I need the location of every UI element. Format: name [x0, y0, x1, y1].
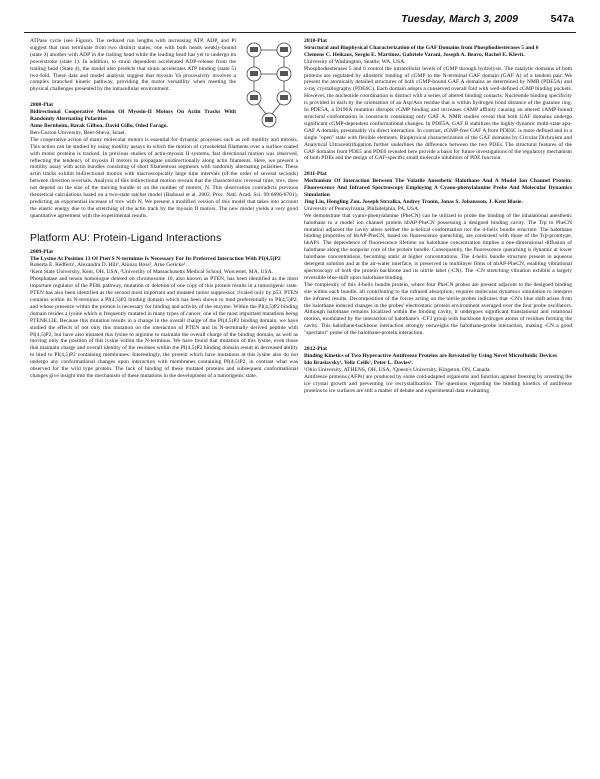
abstract-body: Antifreeze proteins (AFPs) are produced by some cold-adapted organisms and function against freezing by arresting the ice crystal growth and preventing ice recrystallization. The questions regarding the binding kinetics of antifreeze proteins to ice surfaces are still a matter of debate and experimental data evaluating — [304, 373, 572, 394]
abstract-body: We demonstrate that cyano-phenylalanine (PheCN) can be utilized to probe the binding of the inhalational anesthetic halothane to a model ion channel protein hbAP-PheCN possessing a designed binding cavity. The Trp to PheCN mutation adjacent the cavity alters neither the α-helical conformation nor the 4-helix bundle structure. The halothane binding properties of hbAP-PheCN, based on fluorescence quenching, are consistent with those of the Trp-prototype, hbAP1. The dependence of fluorescence lifetime on halothane concentration implies a one-dimensional diffusion of halothane along the nonpolar core of the protein bundle. Consequently, the fluorescence quenching is dynamic at lower halothane concentrations, becoming static at higher concentrations. The 4-helix bundle structure present in aqueous detergent solution and at the air-water interface, is preserved in multilayer films of hbAP-PheCN, enabling vibrational spectroscopy of both the protein backbone and its nitrile label (-CN). The -CN stretching vibration exhibits a largely reversible blue-shift upon halothane binding. — [304, 212, 572, 281]
abstract-affiliation: ¹Ohio University, ATHENS, OH, USA, ²Queen's University, Kingston, ON, Canada. — [304, 366, 491, 373]
page-header — [24, 10, 576, 33]
abstract-number: 2809-Plat — [30, 248, 54, 255]
abstract-affiliation: Ben-Gurion University, Beer-Sheva, Israel. — [30, 129, 126, 136]
abstract-body: The cooperative action of many molecular motors is essential for dynamic processes such as cell motility and mitosis. This action can be studied by using motility assays in which the motion of cytoskeletal filaments over a surface coated with motor proteins is tracked. In previous studies of actin-myosin II systems, fast directional motion was observed, reflecting the tendency of myosin II motors to propagate unidirectionally along actin filaments. Here, we present a motility assay with actin bundles consisting of short filamentous segments with randomly alternating polarities. These actin tracks exhibit bidirectional motion with macroscopically large time intervals (of the order of several seconds) between direction reversals. Analysis of this bidirectional motion reveals that the characteristic reversal time, τrev, does not depend on the size of the moving bundle or on the number of motors, N. This observation contradicts previous theoretical calculations based on a two-state ratchet model (Badoual et al. 2002. Proc. Natl. Acad. Sci. 99:6696-6701), predicting an exponential increase of τrev with N. We present a modified version of this model that takes into account the elastic energy due to the stretching of the actin track by the myosin II motors. The new model yields a very good quantitative agreement with the experimental results. — [30, 136, 298, 219]
abstract-authors: Roberta E. Redfern¹, Alexandra D. Hill², Alonzo Ross², Arne Gericke¹. — [30, 262, 187, 269]
page-number: 547a — [550, 13, 574, 25]
abstract-title: Structural and Biophysical Characterization of the GAF Domains from Phosphodiesterases 5 and 6 — [304, 44, 539, 51]
abstract-authors: Jing Liu, Hongling Zou, Joseph Strzalka, Andrey Tronin, Jonas S. Johansson, J. Kent Blasie. — [304, 198, 523, 205]
right-column — [304, 38, 572, 394]
abstract-number: 2810-Plat — [304, 38, 328, 44]
abstract-number: 2808-Plat — [30, 102, 54, 109]
abstract-affiliation: ¹Kent State University, Kent, OH, USA, ²University of Massachusetts Medical School, Worcester, MA, USA. — [30, 269, 273, 276]
abstract-title: Binding Kinetics of Two Hyperactive Antifreeze Proteins are Revealed by Using Novel Microfluidic Devices — [304, 352, 558, 359]
header-date: Tuesday, March 3, 2009 — [401, 13, 518, 25]
myosin-kinetic-scheme-figure — [240, 38, 298, 130]
abstract-body: Phosphodiesterases 5 and 6 control the intracellular levels of cGMP through hydrolysis. The catalytic domains of both proteins are regulated by allosteric binding of cGMP to the N-terminal GAF domain (GAF A) of a tandem pair. We present the atomically detailed structures of both cGMP-bound GAF A domains as determined by NMR (PDE5A) and x-ray crystallography (PDE6C). Each domain adopts a conserved overall fold with well-defined cGMP binding pockets. However, the nucleotide coordination is distinct with a series of altered binding contacts. Nucleotide binding specificity is provided in each by the orientation of an Asp/Asn residue that is within hydrogen bond distance of the guanine ring. In PDE5A, a D196A mutation disrupts cGMP binding and increases cAMP affinity causing an altered cAMP-bound structural conformation in constructs containing only GAF A. NMR studies reveal that both GAF domains undergo significant cGMP-dependent conformational changes. In PDE5A, GAF B stabilizes the highly dynamic multi-state apo-GAF A domain, presumably via direct interaction. In contrast, cGMP-free GAF A from PDE6C is more defined and in a single "open" state with flexible elements. Biophysical characterization of the GAF domains by Circular Dichroism and Analytical Ultracentrifugation further underlines the difference between the two PDEs. The structural features of the GAF domains from PDE5 and PDE6 revealed here provide a basis for future investigations of the regulatory mechanism of both PDEs and the design of GAF-specific small molecule inhibitors of PDE function. — [304, 65, 572, 162]
abstract-authors: Clemens C. Heikaus, Sergio E. Martinez, Gabriele Varani, Joseph A. Beavo, Rachel E. Klevit. — [304, 51, 525, 58]
abstract-title: The Lysine At Position 13 Of Pten'S N-terminus Is Necessary For Its Preferred Interaction With PI(4,5)P2 — [30, 255, 281, 262]
abstract-authors: Ido Braslavsky¹, Yeliz Celik¹, Peter L. Davies². — [304, 359, 413, 366]
abstract-body: Phosphatase and tensin homologue deleted on chromosome 10, also known as PTEN, has been identified as the most important regulator of the PI3K pathway, mutation or deletion of one copy of this protein results in a tumorigenic state. PTEN has also been identified as the second most important and mutated tumor suppressor, rivaled only by p53. PTEN contains within its N-terminus a PI(4,5)P2 binding domain which has been shown to bind preferentially to PI(4,5)P2, and whose presence within the protein is necessary for binding and activity of the enzyme. Within the PI(4,5)P2 binding domain resides a lysine which is frequently mutated in many types of cancer, one of the most important mutations being PTENK13E. Because this mutation results in a change in the overall charge of the PI(4,5)P2 binding domain, we have studied the effects of not only this mutation on the interaction of PTEN and its N-terminally derived peptide with PI(4,5)P2, but have also mutated this lysine to arginine to maintain the overall charge of the binding domain, as well as moving only the position of this lysine within the N-terminus. We have found that mutation of this lysine, even those that maintain charge and overall identity of the residues within the PI(4,5)P2 binding domain result in decreased ability to bind to PI(4,5)P2 containing membranes. Interestingly, the protein which have mutations at this lysine also do not undergo any conformational changes upon interaction with membranes containing PI(4,5)P2, in contrast what was observed for the wild type protein. The lack of binding of these mutated proteins and subsequent conformational changes give insight into the mechanism of these mutations in the development of a tumorigenic state. — [30, 276, 298, 379]
continued-abstract-text: ATPase cycle (see Figure). The reduced run lengths with increasing ATP, ADP, and Pi suggest that runs terminate from two distinct states; one with both heads weakly-bound (state 3) another with ADP in the trailing head while the leading head has yet to undergo its powerstroke (state 1). In addition, to strain dependent accelerated ADP-release from the trailing head (State 4), the model also predicts that strain accelerates ATP binding (state 5) two-fold. These data and model analysis suggest that myosin Va processivity involves a complex branched kinetic pathway, providing the motor versatility when meeting the physical challenges presented by the intracellular environment. — [30, 38, 236, 93]
abstract-title: Mechanism Of Interaction Between The Volatile Anesthetic Halothane And A Model Ion Channel Protein: Fluorescence And Infrared Spectroscopy Employing A Cyano-phenylalanine Probe And Molecular Dynamics Simulation — [304, 178, 572, 199]
left-column — [30, 38, 298, 380]
abstract-body-continued: The complexity of this 4-helix bundle protein, where four PheCN probes are present adjacent to the designed binding site within each bundle, all contributing to the infrared absorption, requires molecular dynamics simulation to interpret the infrared results. Decomposition of the forces acting on the nitrile probes indicates that -CN's blue shift arises from the halothane induced changes in the probes' electrostatic protein environment averaged over the four probe oscillators. Although halothane remains localized within the binding cavity, it undergoes significant translational and rotational motion, modulated by the interaction of halothane's -CF3 group with backbone hydrogen atoms of residues forming the cavity. This halothane-backbone interaction strongly outweighs the halothane-probe interaction, making -CN a good "spectator" probe of the halothane-protein interaction. — [304, 281, 572, 337]
abstract-number: 2811-Plat — [304, 171, 327, 178]
abstract-affiliation: University of Washington, Seattle, WA, USA. — [304, 58, 406, 65]
abstract-affiliation: University of Pennsylvania, Philadelphia, PA, USA. — [304, 205, 420, 212]
abstract-authors: Anne Bernheim, Barak Gilboa, David Gillo, Oded Farago. — [30, 122, 168, 129]
abstract-number: 2812-Plat — [304, 346, 328, 353]
section-heading: Platform AU: Protein-Ligand Interactions — [30, 231, 222, 244]
abstract-title: Bidirectional Cooperative Motion Of Myosin-II Motors On Actin Tracks With Randomly Alternating Polarities — [30, 109, 236, 123]
